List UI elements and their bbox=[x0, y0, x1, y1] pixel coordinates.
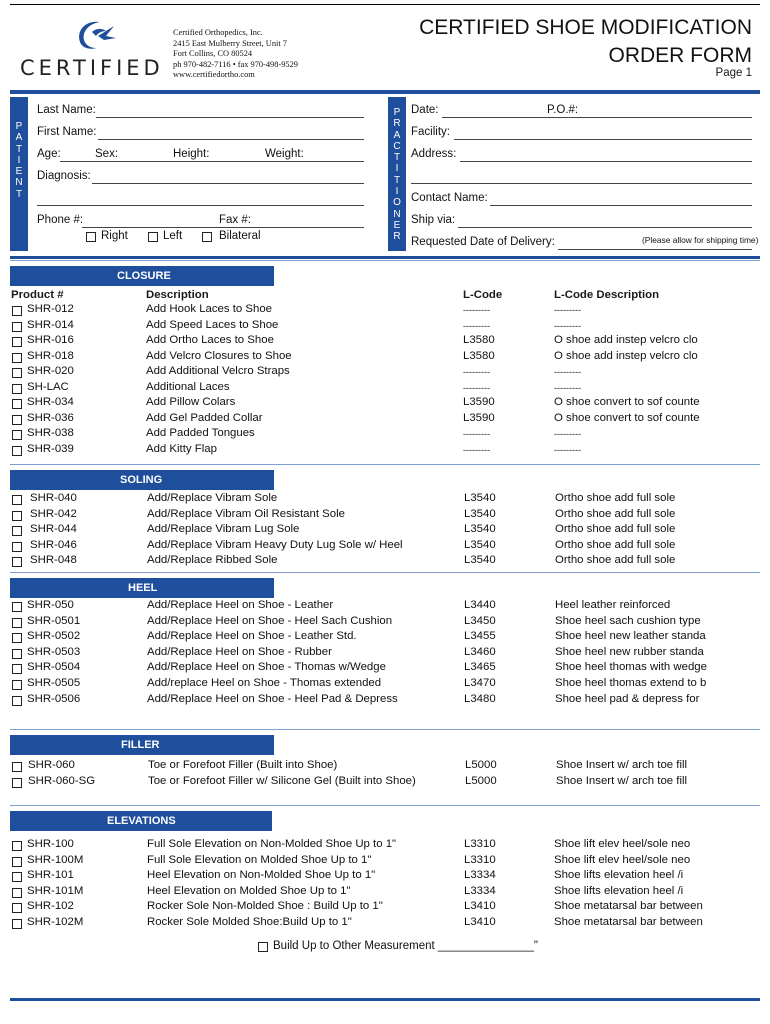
section-header-heel bbox=[10, 578, 274, 598]
product-checkbox[interactable] bbox=[12, 633, 22, 643]
diagnosis-field[interactable] bbox=[92, 183, 364, 184]
first-name-label: First Name: bbox=[37, 126, 97, 138]
table-row bbox=[0, 615, 770, 631]
product-description: Add Kitty Flap bbox=[146, 443, 217, 455]
phone-fax-field[interactable] bbox=[82, 227, 364, 228]
product-checkbox[interactable] bbox=[12, 526, 22, 536]
product-number: SHR-0501 bbox=[27, 615, 81, 627]
lcode: L3334 bbox=[464, 869, 496, 881]
product-number: SHR-034 bbox=[27, 396, 74, 408]
diagnosis-label: Diagnosis: bbox=[37, 170, 91, 182]
product-description: Add/Replace Heel on Shoe - Thomas w/Wedge bbox=[147, 661, 386, 673]
lcode: --------- bbox=[463, 367, 490, 377]
lcode-description: --------- bbox=[554, 305, 581, 315]
section-header-elevations bbox=[10, 811, 272, 831]
product-checkbox[interactable] bbox=[12, 399, 22, 409]
address-label: Address: bbox=[411, 148, 457, 160]
lcode-description: Ortho shoe add full sole bbox=[555, 492, 676, 504]
lcode-description: Shoe heel sach cushion type bbox=[555, 615, 701, 627]
product-description: Add Additional Velcro Straps bbox=[146, 365, 290, 377]
table-row bbox=[0, 427, 770, 443]
lcode-description: Shoe heel thomas with wedge bbox=[555, 661, 707, 673]
lcode-description: Shoe Insert w/ arch toe fill bbox=[556, 775, 688, 787]
left-checkbox[interactable] bbox=[148, 232, 158, 242]
lcode-description: Shoe lifts elevation heel /i bbox=[554, 869, 684, 881]
product-number: SHR-101 bbox=[27, 869, 74, 881]
lcode-description: Shoe heel thomas extend to b bbox=[555, 677, 707, 689]
sidebar-letter: N bbox=[15, 177, 23, 189]
section-title: SOLING bbox=[120, 474, 163, 486]
sidebar-letter: A bbox=[393, 129, 401, 141]
practitioner-sidebar bbox=[388, 97, 406, 251]
bilateral-label: Bilateral bbox=[219, 230, 261, 242]
lcode-description: Shoe lift elev heel/sole neo bbox=[554, 854, 691, 866]
table-row bbox=[0, 677, 770, 693]
lcode-description: --------- bbox=[554, 429, 581, 439]
left-label: Left bbox=[163, 230, 183, 242]
table-row bbox=[0, 523, 770, 539]
product-description: Add Pillow Colars bbox=[146, 396, 236, 408]
sidebar-letter: E bbox=[393, 219, 401, 231]
diagnosis-field-2[interactable] bbox=[37, 205, 364, 206]
sidebar-letter: I bbox=[395, 163, 399, 175]
product-number: SHR-0503 bbox=[27, 646, 81, 658]
sidebar-letter: C bbox=[393, 140, 401, 152]
address-line: Fort Collins, CO 80524 bbox=[173, 49, 253, 58]
footer-divider bbox=[10, 998, 760, 1001]
sex-label: Sex: bbox=[95, 148, 119, 160]
product-checkbox[interactable] bbox=[12, 602, 22, 612]
lcode: L3540 bbox=[464, 523, 496, 535]
lcode-description: --------- bbox=[554, 367, 581, 377]
product-checkbox[interactable] bbox=[12, 446, 22, 456]
section-header-closure bbox=[10, 266, 274, 286]
table-row bbox=[0, 554, 770, 570]
age-sex-height-weight-field[interactable] bbox=[60, 161, 364, 162]
address-line: Certified Orthopedics, Inc. bbox=[173, 28, 263, 37]
patient-sidebar bbox=[10, 97, 28, 251]
product-description: Rocker Sole Molded Shoe:Build Up to 1" bbox=[147, 916, 352, 928]
lcode: L3410 bbox=[464, 916, 496, 928]
table-row bbox=[0, 319, 770, 335]
product-checkbox[interactable] bbox=[12, 353, 22, 363]
product-checkbox[interactable] bbox=[12, 762, 22, 772]
product-checkbox[interactable] bbox=[12, 696, 22, 706]
product-checkbox[interactable] bbox=[12, 841, 22, 851]
table-row bbox=[0, 508, 770, 524]
height-label: Height: bbox=[173, 148, 210, 160]
lcode: L3590 bbox=[463, 396, 495, 408]
sidebar-letter: T bbox=[15, 188, 23, 200]
sidebar-letter: I bbox=[17, 154, 21, 166]
table-row bbox=[0, 869, 770, 885]
facility-field[interactable] bbox=[454, 139, 752, 140]
product-checkbox[interactable] bbox=[12, 618, 22, 628]
product-number: SHR-016 bbox=[27, 334, 74, 346]
description-header: Description bbox=[146, 289, 209, 301]
product-description: Full Sole Elevation on Molded Shoe Up to 1" bbox=[147, 854, 372, 866]
contact-field[interactable] bbox=[490, 205, 752, 206]
table-row bbox=[0, 412, 770, 428]
sidebar-letter: I bbox=[395, 186, 399, 198]
product-description: Add Velcro Closures to Shoe bbox=[146, 350, 292, 362]
shipping-note: (Please allow for shipping time) bbox=[642, 235, 759, 245]
section-rule bbox=[10, 805, 760, 806]
lcode-description: Shoe lift elev heel/sole neo bbox=[554, 838, 691, 850]
contact-label: Contact Name: bbox=[411, 192, 488, 204]
lcode: L5000 bbox=[465, 759, 497, 771]
product-checkbox[interactable] bbox=[12, 664, 22, 674]
lcode: L3465 bbox=[464, 661, 496, 673]
section-header-filler bbox=[10, 735, 274, 755]
product-number: SHR-100 bbox=[27, 838, 74, 850]
lcode: --------- bbox=[463, 429, 490, 439]
requested-date-label: Requested Date of Delivery: bbox=[411, 236, 555, 248]
section-title: CLOSURE bbox=[117, 270, 171, 282]
weight-label: Weight: bbox=[265, 148, 304, 160]
address-line: www.certifiedortho.com bbox=[173, 70, 255, 79]
table-row bbox=[0, 775, 770, 791]
lcode: L3540 bbox=[464, 554, 496, 566]
last-name-label: Last Name: bbox=[37, 104, 96, 116]
lcode-description: --------- bbox=[554, 445, 581, 455]
product-checkbox[interactable] bbox=[12, 649, 22, 659]
product-number: SHR-042 bbox=[30, 508, 77, 520]
lcode: L3590 bbox=[463, 412, 495, 424]
product-checkbox[interactable] bbox=[12, 903, 22, 913]
product-number: SHR-014 bbox=[27, 319, 74, 331]
product-checkbox[interactable] bbox=[12, 542, 22, 552]
lcode: L3450 bbox=[464, 615, 496, 627]
product-checkbox[interactable] bbox=[12, 872, 22, 882]
header-divider bbox=[10, 90, 760, 94]
lcode: L3470 bbox=[464, 677, 496, 689]
product-number: SHR-040 bbox=[30, 492, 77, 504]
product-checkbox[interactable] bbox=[12, 680, 22, 690]
product-checkbox[interactable] bbox=[12, 495, 22, 505]
product-checkbox[interactable] bbox=[12, 430, 22, 440]
lcode-description: Ortho shoe add full sole bbox=[555, 523, 676, 535]
product-description: Add Speed Laces to Shoe bbox=[146, 319, 279, 331]
product-number: SHR-0502 bbox=[27, 630, 81, 642]
product-number: SHR-018 bbox=[27, 350, 74, 362]
product-description: Add/replace Heel on Shoe - Thomas extended bbox=[147, 677, 382, 689]
lcode: --------- bbox=[463, 305, 490, 315]
lcode: --------- bbox=[463, 321, 490, 331]
product-description: Add/Replace Vibram Sole bbox=[147, 492, 278, 504]
product-description: Add Gel Padded Collar bbox=[146, 412, 263, 424]
address-field-2[interactable] bbox=[411, 183, 752, 184]
lcode: L3480 bbox=[464, 693, 496, 705]
page-number: Page 1 bbox=[715, 67, 752, 79]
table-row bbox=[0, 599, 770, 615]
sidebar-letter: P bbox=[15, 121, 23, 132]
product-number: SHR-100M bbox=[27, 854, 84, 866]
table-row bbox=[0, 334, 770, 350]
lcode: L3334 bbox=[464, 885, 496, 897]
age-label: Age: bbox=[37, 148, 61, 160]
sidebar-letter: O bbox=[393, 197, 401, 209]
table-row bbox=[0, 693, 770, 709]
lcode: L5000 bbox=[465, 775, 497, 787]
product-description: Add/Replace Vibram Heavy Duty Lug Sole w/ Heel bbox=[147, 539, 403, 551]
ship-via-label: Ship via: bbox=[411, 214, 456, 226]
lcode-description: Shoe lifts elevation heel /i bbox=[554, 885, 684, 897]
table-row bbox=[0, 381, 770, 397]
date-label: Date: bbox=[411, 104, 439, 116]
top-border bbox=[10, 4, 760, 5]
product-description: Add/Replace Vibram Lug Sole bbox=[147, 523, 300, 535]
lcode-description: O shoe convert to sof counte bbox=[554, 396, 700, 408]
product-description: Toe or Forefoot Filler (Built into Shoe) bbox=[148, 759, 338, 771]
lcode-description: Shoe heel new leather standa bbox=[555, 630, 706, 642]
product-description: Add/Replace Heel on Shoe - Leather bbox=[147, 599, 334, 611]
sidebar-letter: T bbox=[393, 152, 401, 164]
product-number: SHR-060 bbox=[28, 759, 75, 771]
sidebar-letter: R bbox=[393, 231, 401, 243]
sidebar-letter: E bbox=[15, 166, 23, 178]
section-title: FILLER bbox=[121, 739, 160, 751]
lcode-description: Ortho shoe add full sole bbox=[555, 539, 676, 551]
lcode-description: Shoe heel pad & depress for bbox=[555, 693, 700, 705]
table-row bbox=[0, 630, 770, 646]
product-number: SHR-012 bbox=[27, 303, 74, 315]
lcode: L3580 bbox=[463, 350, 495, 362]
product-number: SHR-060-SG bbox=[28, 775, 96, 787]
product-description: Toe or Forefoot Filler w/ Silicone Gel (Built into Shoe) bbox=[148, 775, 416, 787]
lcode-description: Ortho shoe add full sole bbox=[555, 508, 676, 520]
product-description: Add/Replace Ribbed Sole bbox=[147, 554, 278, 566]
sidebar-letter: N bbox=[393, 208, 401, 220]
sidebar-letter: R bbox=[393, 118, 401, 130]
product-checkbox[interactable] bbox=[12, 778, 22, 788]
product-description: Full Sole Elevation on Non-Molded Shoe Up to 1" bbox=[147, 838, 397, 850]
lcode-description: Shoe metatarsal bar between bbox=[554, 900, 703, 912]
product-description: Rocker Sole Non-Molded Shoe : Build Up to 1" bbox=[147, 900, 383, 912]
lcode: --------- bbox=[463, 383, 490, 393]
product-checkbox[interactable] bbox=[12, 888, 22, 898]
form-title-line2: ORDER FORM bbox=[608, 44, 752, 67]
logo-wordmark: CERTIFIED bbox=[20, 56, 164, 80]
lcode: L3580 bbox=[463, 334, 495, 346]
lcode: L3455 bbox=[464, 630, 496, 642]
lcode: L3460 bbox=[464, 646, 496, 658]
table-row bbox=[0, 443, 770, 459]
product-number: SHR-036 bbox=[27, 412, 74, 424]
logo bbox=[20, 14, 170, 84]
section-rule bbox=[10, 260, 760, 261]
first-name-field[interactable] bbox=[98, 139, 364, 140]
lcode-header: L-Code bbox=[463, 289, 503, 301]
last-name-field[interactable] bbox=[96, 117, 364, 118]
product-description: Add/Replace Vibram Oil Resistant Sole bbox=[147, 508, 345, 520]
lcode: L3540 bbox=[464, 492, 496, 504]
ship-via-field[interactable] bbox=[458, 227, 752, 228]
product-description: Add/Replace Heel on Shoe - Heel Sach Cushion bbox=[147, 615, 393, 627]
lcode-description: Shoe heel new rubber standa bbox=[555, 646, 704, 658]
form-title-line1: CERTIFIED SHOE MODIFICATION bbox=[419, 16, 752, 39]
buildup-checkbox[interactable] bbox=[258, 942, 268, 952]
table-row bbox=[0, 916, 770, 932]
right-checkbox[interactable] bbox=[86, 232, 96, 242]
lcode-description: --------- bbox=[554, 383, 581, 393]
address-field[interactable] bbox=[460, 161, 752, 162]
lcode-description-header: L-Code Description bbox=[554, 289, 660, 301]
lcode-description: Ortho shoe add full sole bbox=[555, 554, 676, 566]
table-row bbox=[0, 350, 770, 366]
section-header-soling bbox=[10, 470, 274, 490]
requested-date-field[interactable] bbox=[558, 249, 752, 250]
product-number: SH-LAC bbox=[27, 381, 69, 393]
right-label: Right bbox=[101, 230, 128, 242]
product-description: Add Ortho Laces to Shoe bbox=[146, 334, 274, 346]
product-description: Heel Elevation on Molded Shoe Up to 1" bbox=[147, 885, 351, 897]
product-number: SHR-102M bbox=[27, 916, 84, 928]
logo-icon bbox=[70, 18, 120, 52]
section-title: HEEL bbox=[128, 582, 158, 594]
product-checkbox[interactable] bbox=[12, 511, 22, 521]
company-address bbox=[173, 28, 298, 81]
table-row bbox=[0, 365, 770, 381]
product-description: Add Hook Laces to Shoe bbox=[146, 303, 273, 315]
product-number: SHR-044 bbox=[30, 523, 77, 535]
product-checkbox[interactable] bbox=[12, 857, 22, 867]
product-checkbox[interactable] bbox=[12, 368, 22, 378]
lcode-description: O shoe add instep velcro clo bbox=[554, 350, 698, 362]
lcode-description: Heel leather reinforced bbox=[555, 599, 671, 611]
sidebar-letter: T bbox=[393, 174, 401, 186]
product-number: SHR-101M bbox=[27, 885, 84, 897]
table-row bbox=[0, 396, 770, 412]
facility-label: Facility: bbox=[411, 126, 450, 138]
table-row bbox=[0, 900, 770, 916]
product-number: SHR-102 bbox=[27, 900, 74, 912]
product-number: SHR-039 bbox=[27, 443, 74, 455]
sidebar-letter: T bbox=[15, 143, 23, 155]
lcode: --------- bbox=[463, 445, 490, 455]
date-po-field[interactable] bbox=[442, 117, 752, 118]
lcode-description: Shoe Insert w/ arch toe fill bbox=[556, 759, 688, 771]
product-description: Additional Laces bbox=[146, 381, 230, 393]
table-row bbox=[0, 303, 770, 319]
table-row bbox=[0, 885, 770, 901]
product-number: SHR-0505 bbox=[27, 677, 81, 689]
lcode: L3540 bbox=[464, 539, 496, 551]
table-row bbox=[0, 539, 770, 555]
product-checkbox[interactable] bbox=[12, 337, 22, 347]
product-number: SHR-046 bbox=[30, 539, 77, 551]
product-description: Heel Elevation on Non-Molded Shoe Up to 1" bbox=[147, 869, 376, 881]
product-description: Add/Replace Heel on Shoe - Leather Std. bbox=[147, 630, 357, 642]
product-number: SHR-0506 bbox=[27, 693, 81, 705]
lcode: L3410 bbox=[464, 900, 496, 912]
table-row bbox=[0, 854, 770, 870]
section-rule bbox=[10, 729, 760, 730]
fax-label: Fax #: bbox=[219, 214, 251, 226]
product-number: SHR-020 bbox=[27, 365, 74, 377]
product-description: Add/Replace Heel on Shoe - Heel Pad & Depress bbox=[147, 693, 398, 705]
product-number: SHR-050 bbox=[27, 599, 74, 611]
product-number: SHR-038 bbox=[27, 427, 74, 439]
product-description: Add Padded Tongues bbox=[146, 427, 255, 439]
bilateral-checkbox[interactable] bbox=[202, 232, 212, 242]
section-rule bbox=[10, 464, 760, 465]
product-checkbox[interactable] bbox=[12, 322, 22, 332]
sidebar-letter: P bbox=[393, 107, 401, 118]
po-label: P.O.#: bbox=[547, 104, 579, 116]
table-row bbox=[0, 661, 770, 677]
lcode: L3310 bbox=[464, 854, 496, 866]
lcode: L3540 bbox=[464, 508, 496, 520]
buildup-label: Build Up to Other Measurement _______________" bbox=[273, 940, 538, 952]
section-title: ELEVATIONS bbox=[107, 815, 176, 827]
product-number: SHR-0504 bbox=[27, 661, 81, 673]
address-line: ph 970-482-7116 • fax 970-498-9529 bbox=[173, 59, 298, 69]
product-number: SHR-048 bbox=[30, 554, 77, 566]
product-checkbox[interactable] bbox=[12, 919, 22, 929]
lcode: L3440 bbox=[464, 599, 496, 611]
table-row bbox=[0, 838, 770, 854]
lcode-description: O shoe convert to sof counte bbox=[554, 412, 700, 424]
table-row bbox=[0, 759, 770, 775]
lcode-description: --------- bbox=[554, 321, 581, 331]
product-checkbox[interactable] bbox=[12, 306, 22, 316]
table-row bbox=[0, 646, 770, 662]
lcode: L3310 bbox=[464, 838, 496, 850]
product-checkbox[interactable] bbox=[12, 415, 22, 425]
lcode-description: Shoe metatarsal bar between bbox=[554, 916, 703, 928]
product-checkbox[interactable] bbox=[12, 557, 22, 567]
product-header: Product # bbox=[11, 289, 64, 301]
table-row bbox=[0, 492, 770, 508]
sidebar-letter: A bbox=[15, 132, 23, 144]
address-line: 2415 East Mulberry Street, Unit 7 bbox=[173, 38, 287, 48]
block-divider bbox=[10, 256, 760, 259]
phone-label: Phone #: bbox=[37, 214, 84, 226]
product-checkbox[interactable] bbox=[12, 384, 22, 394]
section-rule bbox=[10, 572, 760, 573]
product-description: Add/Replace Heel on Shoe - Rubber bbox=[147, 646, 332, 658]
lcode-description: O shoe add instep velcro clo bbox=[554, 334, 698, 346]
